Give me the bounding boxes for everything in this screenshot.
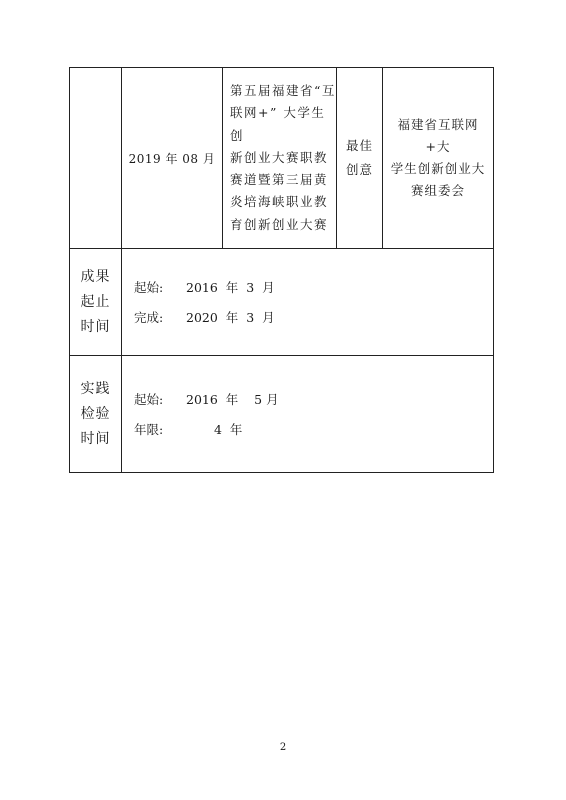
end-label: 完成: <box>134 310 164 325</box>
end-value: 2020 年 3 月 <box>186 310 275 325</box>
practice-start-line <box>134 384 493 414</box>
competition-line: 赛道暨第三届黄 <box>230 172 329 188</box>
practice-years-line <box>134 414 493 444</box>
practice-period-row <box>70 356 494 473</box>
practice-period-label <box>70 356 122 473</box>
label-line: 检验 <box>80 405 111 422</box>
start-value: 2016 年 3 月 <box>186 280 275 295</box>
achievement-form-table <box>69 67 494 473</box>
organizer-line: 福建省互联网+大 <box>397 117 479 154</box>
result-period-row <box>70 249 494 356</box>
organizer-line: 学生创新创业大 <box>390 161 486 176</box>
competition-line: 第五届福建省“互 <box>230 83 336 99</box>
result-start-line <box>134 272 493 302</box>
competition-line: 新创业大赛职教 <box>230 149 329 165</box>
label-line: 时间 <box>80 430 111 447</box>
result-period-label <box>70 249 122 356</box>
label-line: 实践 <box>80 380 111 397</box>
organizer-line: 赛组委会 <box>410 183 465 198</box>
result-period-detail <box>122 249 494 356</box>
award-line: 创意 <box>345 162 373 177</box>
competition-line: 炎培海峡职业教 <box>230 194 329 210</box>
award-row <box>70 68 494 249</box>
award-date: 2019 年 08 月 <box>122 68 223 249</box>
start-label: 起始: <box>134 392 164 407</box>
label-line: 成果 <box>80 268 111 285</box>
label-line: 起止 <box>80 293 111 310</box>
start-value: 2016 年 5 月 <box>186 392 279 407</box>
competition-line: 联网+” 大学生创 <box>230 105 326 143</box>
award-row-empty-cell <box>70 68 122 249</box>
label-line: 时间 <box>80 318 111 335</box>
award-line: 最佳 <box>345 138 373 153</box>
start-label: 起始: <box>134 280 164 295</box>
result-end-line <box>134 302 493 332</box>
page-number: 2 <box>279 742 287 753</box>
years-label: 年限: <box>134 422 164 437</box>
competition-name <box>223 68 337 249</box>
practice-period-detail <box>122 356 494 473</box>
award-organizer <box>383 68 494 249</box>
award-level <box>337 68 383 249</box>
years-value: 4 年 <box>214 422 243 437</box>
competition-line: 育创新创业大赛 <box>230 216 329 232</box>
